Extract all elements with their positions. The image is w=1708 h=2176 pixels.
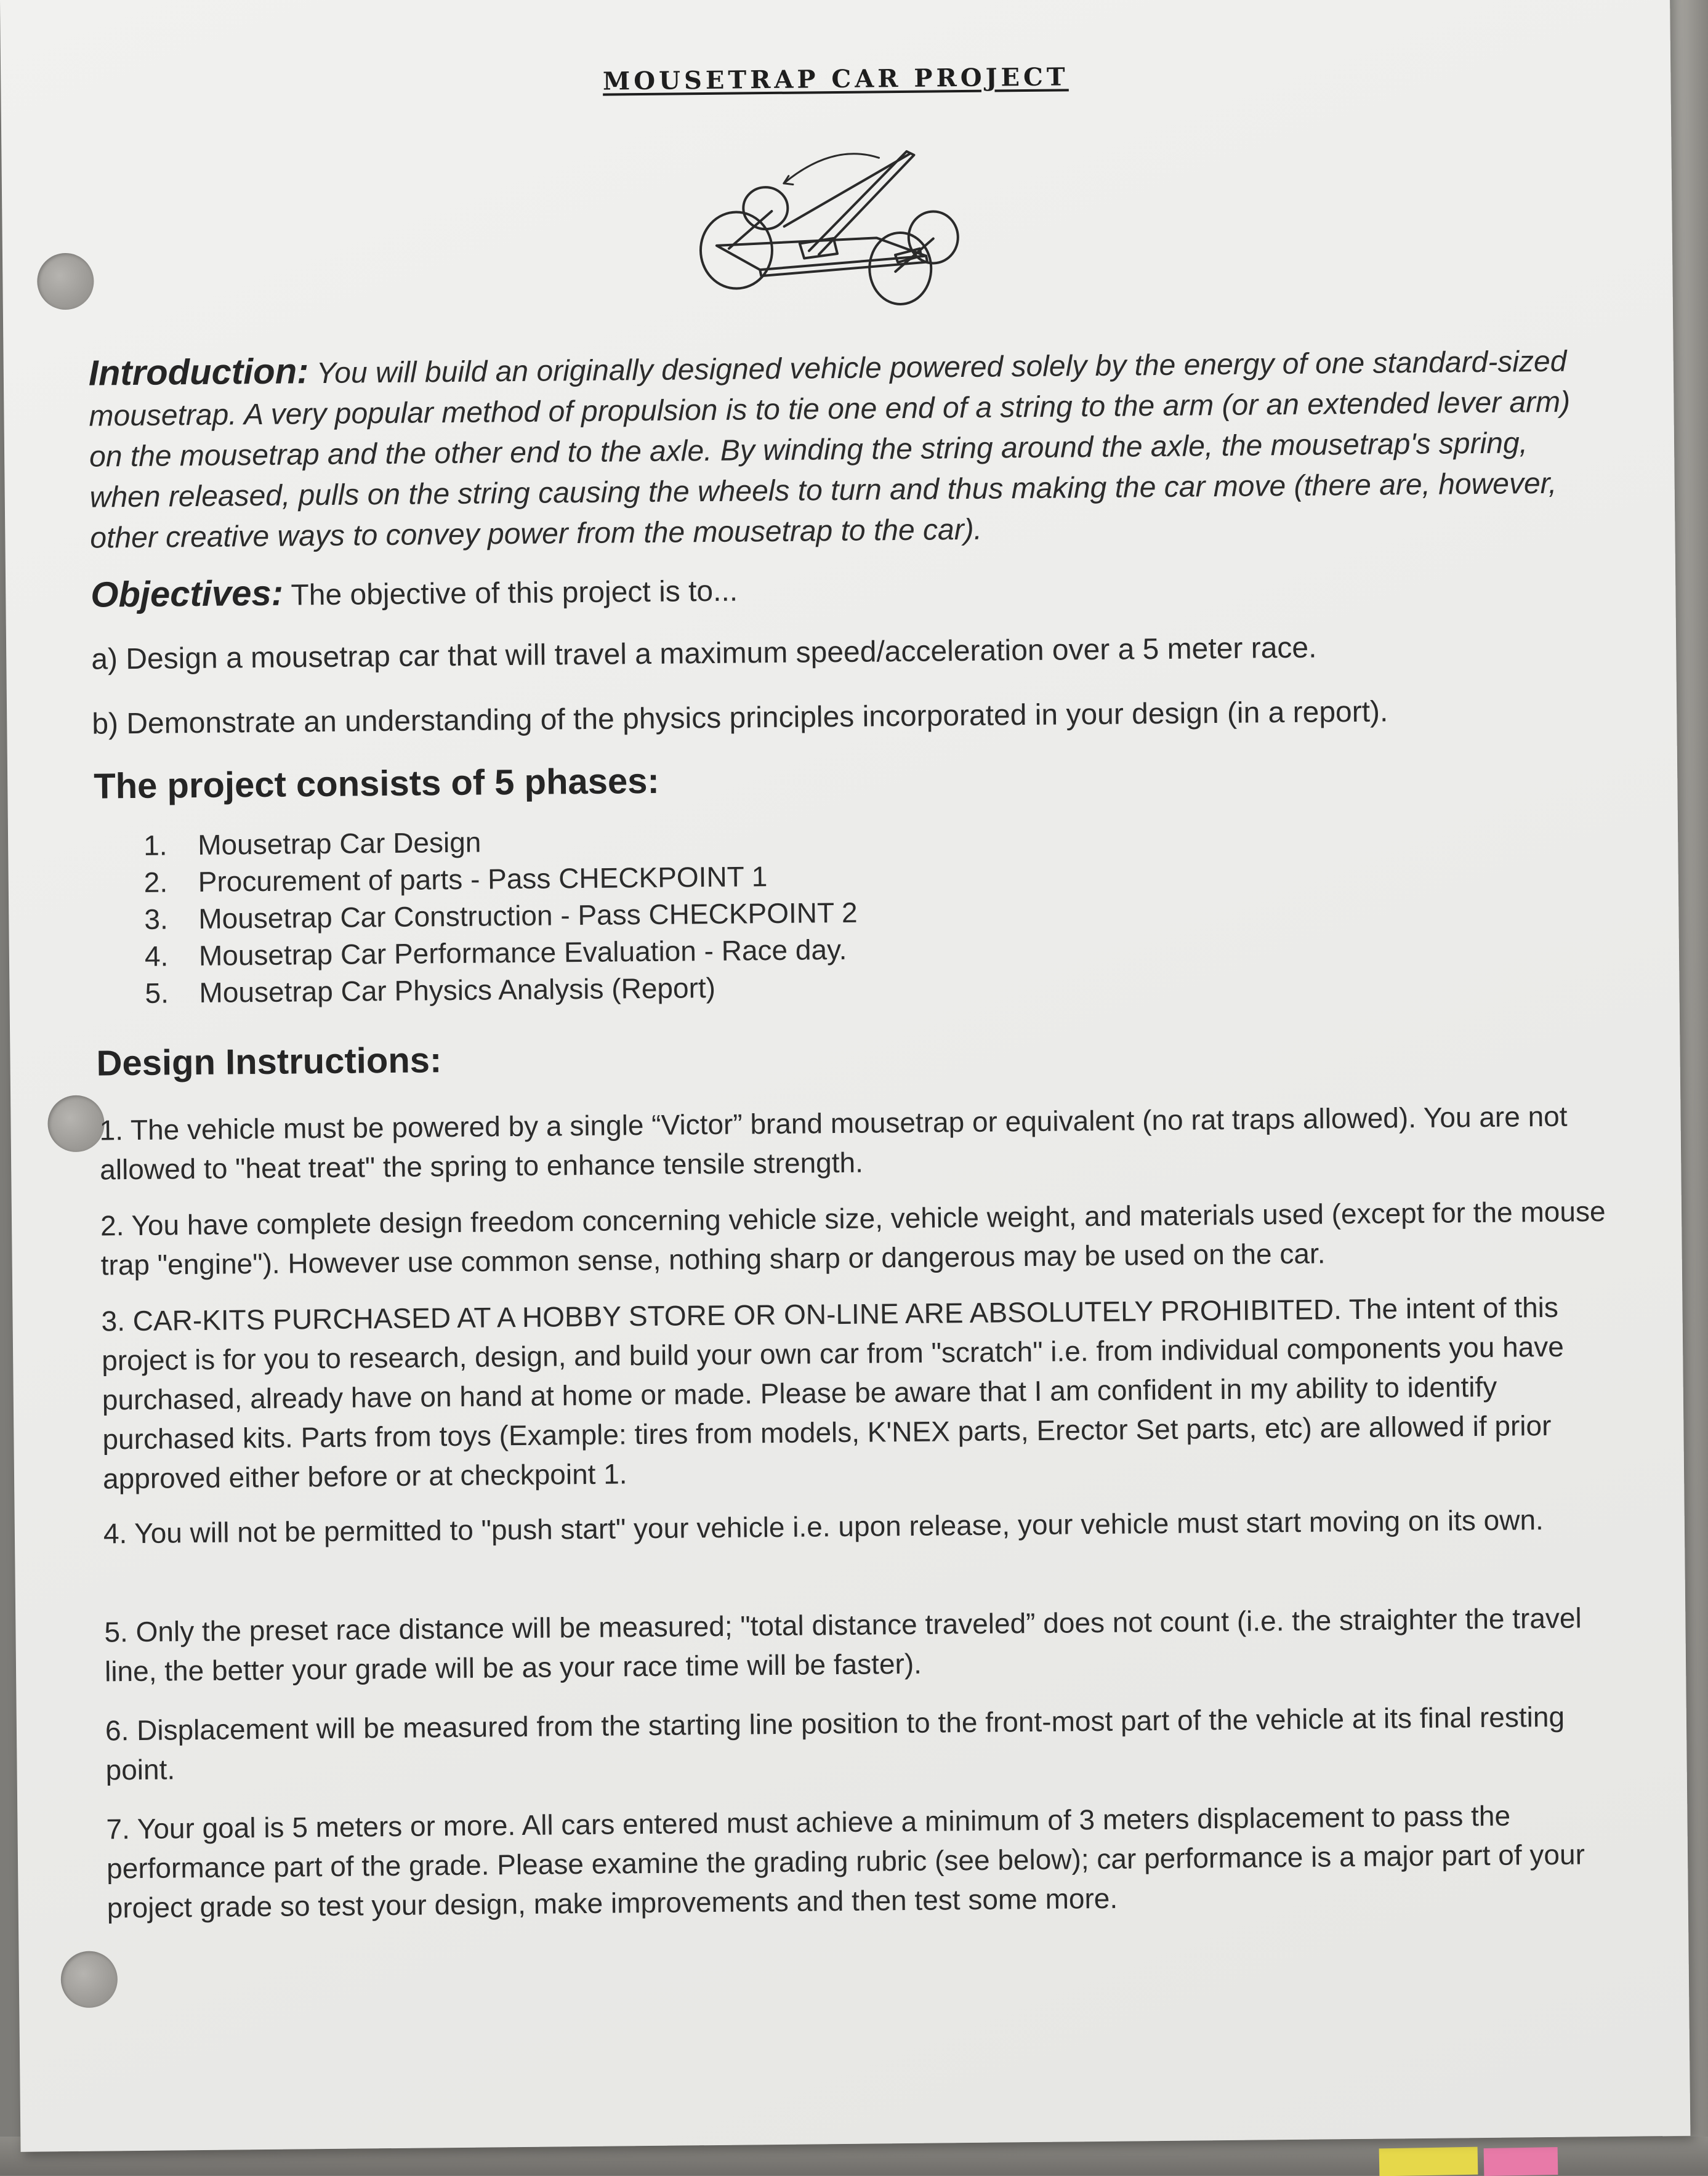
design-instructions-heading: Design Instructions: xyxy=(96,1040,442,1084)
objectives-label: Objectives: xyxy=(90,573,284,615)
phases-heading: The project consists of 5 phases: xyxy=(93,760,660,807)
design-instruction-7: 7. Your goal is 5 meters or more. All cars entered must achieve a minimum of 3 meters displacement to pass the performance part of the grade. Please examine the grading rubric (see below); car performance is a major part of your project grade so test your design, make improvements and then test some more. xyxy=(106,1799,1585,1924)
design-instruction-4: 4. You will not be permitted to "push start" your vehicle i.e. upon release, your vehicle must start moving on its own. xyxy=(103,1504,1544,1550)
introduction-paragraph xyxy=(89,339,1593,558)
mousetrap-car-sketch-icon xyxy=(691,145,964,313)
design-instruction-1: 1. The vehicle must be powered by a single “Victor” brand mousetrap or equivalent (no rat traps allowed). You are not allowed to "heat treat" the spring to enhance tensile strength. xyxy=(99,1100,1568,1186)
list-item: 5. Mousetrap Car Physics Analysis (Report) xyxy=(145,971,716,1009)
objective-item-b: b) Demonstrate an understanding of the physics principles incorporated in your design (in a report). xyxy=(92,695,1388,741)
page-title: MOUSETRAP CAR PROJECT xyxy=(602,62,1069,96)
sticky-note-pink xyxy=(1484,2147,1558,2176)
design-instruction-5: 5. Only the preset race distance will be measured; "total distance traveled” does not count (i.e. the straighter the travel line, the better your grade will be as your race time will be faster). xyxy=(104,1602,1582,1688)
design-instruction-2: 2. You have complete design freedom concerning vehicle size, vehicle weight, and materials used (except for the mouse trap "engine"). However use common sense, nothing sharp or dangerous may be used on the car. xyxy=(100,1195,1606,1281)
sticky-note-yellow xyxy=(1379,2147,1478,2176)
list-item: 3. Mousetrap Car Construction - Pass CHECKPOINT 2 xyxy=(144,896,858,935)
punch-hole-top xyxy=(37,253,94,310)
design-instruction-3: 3. CAR-KITS PURCHASED AT A HOBBY STORE OR ON-LINE ARE ABSOLUTELY PROHIBITED. The intent of this project is for you to research, design, and build your own car from "scratch" i.e. from individual components you have purchased, already have on hand at home or made. Please be aware that I am confident in my ability to identify purchased kits. Parts from toys (Example: tires from models, K'NEX parts, Erector Set parts, etc) are allowed if prior approved either before or at checkpoint 1. xyxy=(101,1291,1565,1495)
objective-item-a: a) Design a mousetrap car that will travel a maximum speed/acceleration over a 5 meter race. xyxy=(91,631,1317,676)
list-item: 4. Mousetrap Car Performance Evaluation - Race day. xyxy=(144,933,847,972)
introduction-label: Introduction: xyxy=(88,351,309,393)
punch-hole-middle xyxy=(47,1095,105,1152)
list-item: 1. Mousetrap Car Design xyxy=(143,826,481,861)
list-item: 2. Procurement of parts - Pass CHECKPOINT 1 xyxy=(143,860,768,898)
objectives-line xyxy=(91,560,1593,618)
objectives-text: The objective of this project is to... xyxy=(291,574,738,612)
phases-list xyxy=(143,820,858,1012)
introduction-text: You will build an originally designed vehicle powered solely by the energy of one standard-sized mousetrap. A very popular method of propulsion is to tie one end of a string to the arm (or an extended lever arm) on the mousetrap and the other end to the axle. By winding the string around the axle, the mousetrap's spring, when released, pulls on the string causing the wheels to turn and thus making the car move (there are, however, other creative ways to convey power from the mousetrap to the car). xyxy=(89,345,1571,555)
punch-hole-bottom xyxy=(60,1951,118,2008)
design-instruction-6: 6. Displacement will be measured from the starting line position to the front-most part of the vehicle at its final resting point. xyxy=(105,1700,1565,1786)
